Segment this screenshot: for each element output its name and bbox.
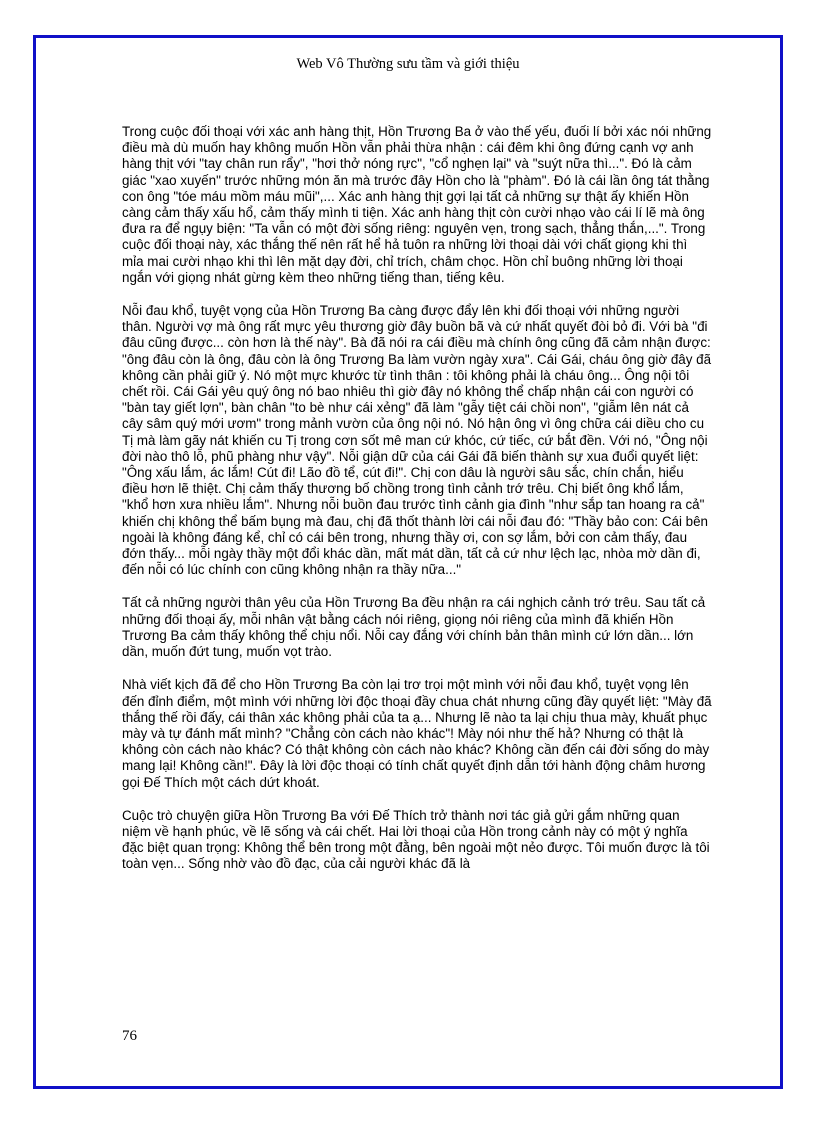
paragraph-3: Tất cả những người thân yêu của Hồn Trương Ba đều nhận ra cái nghịch cảnh trớ trêu. Sau tất cả những đối thoại ấy, mỗi nhân vật bằng cách nói riêng, giọng nói riêng của mình đã khiến Hồn Trương Ba cảm thấy không thể chịu nổi. Nỗi cay đắng với chính bản thân mình cứ lớn dần... lớn dần, muốn đứt tung, muốn vọt trào. (122, 595, 706, 660)
paragraph-5: Cuộc trò chuyện giữa Hồn Trương Ba với Đế Thích trở thành nơi tác giả gửi gắm những quan niệm về hạnh phúc, về lẽ sống và cái chết. Hai lời thoại của Hồn trong cảnh này có một ý nghĩa đặc biệt quan trọng: Không thể bên trong một đằng, bên ngoài một nẻo được. Tôi muốn được là tôi toàn vẹn... Sống nhờ vào đồ đạc, của cải người khác đã là (122, 807, 710, 872)
paragraph-2: Nỗi đau khổ, tuyệt vọng của Hồn Trương Ba càng được đẩy lên khi đối thoại với những người thân. Người vợ mà ông rất mực yêu thương giờ đây buồn bã và cứ nhất quyết đòi bỏ đi. Với bà "đi đâu cũng được... còn hơn là thế này". Bà đã nói ra cái điều mà chính ông cũng đã cảm nhận được: "ông đâu còn là ông, đâu còn là ông Trương Ba làm vườn ngày xưa". Cái Gái, cháu ông giờ đây đã không cần phải giữ ý. Nó một mực khước từ tình thân : tôi không phải là cháu ông... Ông nội tôi chết rồi. Cái Gái yêu quý ông nó bao nhiêu thì giờ đây nó không thể chấp nhận cái con người có "bàn tay giết lợn", bàn chân "to bè như cái xẻng" đã làm "gẫy tiệt cái chồi non", "giẫm lên nát cả cây sâm quý mới ươm" trong mảnh vườn của ông nội nó. Nó hận ông vì ông chữa cái diều cho cu Tị mà làm gãy nát khiến cu Tị trong cơn sốt mê man cứ khóc, cứ tiếc, cứ bắt đền. Với nó, "Ông nội đời nào thô lỗ, phũ phàng như vậy". Nỗi giận dữ của cái Gái đã biến thành sự xua đuổi quyết liệt: "Ông xấu lắm, ác lắm! Cút đi! Lão đồ tể, cút đi!". Chị con dâu là người sâu sắc, chín chắn, hiểu điều hơn lẽ thiệt. Chị cảm thấy thương bố chồng trong tình cảnh trớ trêu. Chị biết ông khổ lắm, "khổ hơn xưa nhiều lắm". Nhưng nỗi buồn đau trước tình cảnh gia đình "như sắp tan hoang ra cả" khiến chị không thể bấm bụng mà đau, chị đã thốt thành lời cái nỗi đau đó: "Thầy bảo con: Cái bên ngoài là không đáng kể, chỉ có cái bên trong, nhưng thầy ơi, con sợ lắm, bởi con cảm thấy, đau đớn thấy... mỗi ngày thầy một đổi khác dần, mất mát dần, tất cả cứ như lệch lạc, nhòa mờ dần đi, đến nỗi có lúc chính con cũng không nhận ra thầy nữa..." (122, 303, 712, 578)
paragraph-1: Trong cuộc đối thoại với xác anh hàng thịt, Hồn Trương Ba ở vào thế yếu, đuối lí bởi xác nói những điều mà dù muốn hay không muốn Hồn vẫn phải thừa nhận : cái đêm khi ông đứng cạnh vợ anh hàng thịt với "tay chân run rẩy", "hơi thở nóng rực", "cổ nghẹn lại" và "suýt nữa thì...". Đó là cảm giác "xao xuyến" trước những món ăn mà trước đây Hồn cho là "phàm". Đó là cái lần ông tát thằng con ông "tóe máu mồm máu mũi",... Xác anh hàng thịt gợi lại tất cả những sự thật ấy khiến Hồn càng cảm thấy xấu hổ, cảm thấy mình ti tiện. Xác anh hàng thịt còn cười nhạo vào cái lí lẽ mà ông đưa ra để ngụy biện: "Ta vẫn có một đời sống riêng: nguyên vẹn, trong sạch, thẳng thắn,...". Trong cuộc đối thoại này, xác thắng thế nên rất hể hả tuôn ra những lời thoại dài với chất giọng khi thì mỉa mai cười nhạo khi thì lên mặt dạy đời, chỉ trích, châm chọc. Hồn chỉ buông những lời thoại ngắn với giọng nhát gừng kèm theo những tiếng than, tiếng kêu. (122, 124, 712, 285)
page-frame (33, 35, 783, 1089)
paragraph-4: Nhà viết kịch đã để cho Hồn Trương Ba còn lại trơ trọi một mình với nỗi đau khổ, tuyệt vọng lên đến đỉnh điểm, một mình với những lời độc thoại đầy chua chát nhưng cũng đầy quyết liệt: "Mày đã thắng thế rồi đấy, cái thân xác không phải của ta ạ... Nhưng lẽ nào ta lại chịu thua mày, khuất phục mày và tự đánh mất mình? "Chẳng còn cách nào khác"! Mày nói như thế hả? Nhưng có thật là không còn cách nào khác? Có thật không còn cách nào khác? Không cần đến cái đời sống do mày mang lại! Không cần!". Đây là lời độc thoại có tính chất quyết định dẫn tới hành động châm hương gọi Đế Thích một cách dứt khoát. (122, 677, 712, 790)
page-header: Web Vô Thường sưu tầm và giới thiệu (296, 56, 520, 72)
document-body (122, 124, 712, 890)
page-number: 76 (122, 1028, 137, 1044)
